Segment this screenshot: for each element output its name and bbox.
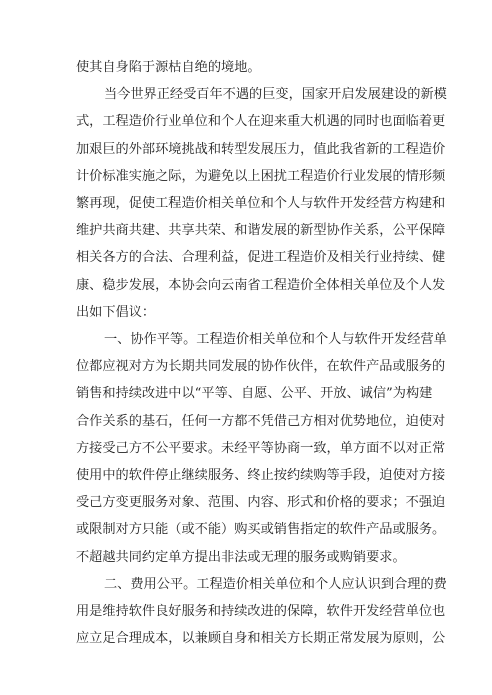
- text-line: 相关各方的合法、合理利益，促进工程造价及相关行业持续、健: [76, 250, 446, 266]
- text-line: 使用中的软件停止继续服务、终止按约续购等手段，迫使对方接: [76, 468, 446, 484]
- text-line: 二、费用公平。工程造价相关单位和个人应认识到合理的费: [104, 576, 447, 592]
- text-line: 位都应视对方为长期共同发展的协作伙伴，在软件产品或服务的: [76, 359, 446, 375]
- text-line: 不超越共同约定单方提出非法或无理的服务或购销要求。: [76, 549, 406, 565]
- text-line: 一、协作平等。工程造价相关单位和个人与软件开发经营单: [104, 332, 447, 348]
- paragraph-collaboration-equality: [76, 326, 447, 571]
- text-line: 使其自身陷于源枯自绝的境地。: [76, 60, 261, 75]
- text-line: 当今世界正经受百年不遇的巨变，国家开启发展建设的新模: [104, 87, 447, 103]
- text-line: 式，工程造价行业单位和个人在迎来重大机遇的同时也面临着更: [76, 114, 446, 130]
- text-line: 出如下倡议：: [76, 304, 156, 320]
- text-line: 繁再现，促使工程造价相关单位和个人与软件开发经营方构建和: [76, 196, 446, 212]
- document-body: [76, 54, 447, 652]
- paragraph-continuation: [76, 54, 416, 81]
- text-line: 康、稳步发展，本协会向云南省工程造价全体相关单位及个人发: [76, 277, 446, 293]
- text-line: 受己方变更服务对象、范围、内容、形式和价格的要求；不强迫: [76, 495, 446, 511]
- text-line: 合作关系的基石，任何一方都不凭借己方相对优势地位，迫使对: [76, 413, 446, 429]
- text-line: 方接受己方不公平要求。未经平等协商一致，单方面不以对正常: [76, 440, 446, 456]
- paragraph-fee-fairness: [76, 571, 447, 653]
- text-line: 用是维持软件良好服务和持续改进的保障，软件开发经营单位也: [76, 604, 446, 620]
- text-line: 加艰巨的外部环境挑战和转型发展压力，值此我省新的工程造价: [76, 141, 446, 157]
- text-line: 销售和持续改进中以“平等、自愿、公平、开放、诚信”为构建: [76, 386, 433, 402]
- text-line: 计价标准实施之际，为避免以上困扰工程造价行业发展的情形频: [76, 168, 446, 184]
- text-line: 或限制对方只能（或不能）购买或销售指定的软件产品或服务。: [76, 522, 446, 538]
- paragraph-intro: [76, 81, 447, 326]
- text-line: 维护共商共建、共享共荣、和谐发展的新型协作关系，公平保障: [76, 223, 446, 239]
- text-line: 应立足合理成本，以兼顾自身和相关方长期正常发展为原则，公: [76, 631, 446, 647]
